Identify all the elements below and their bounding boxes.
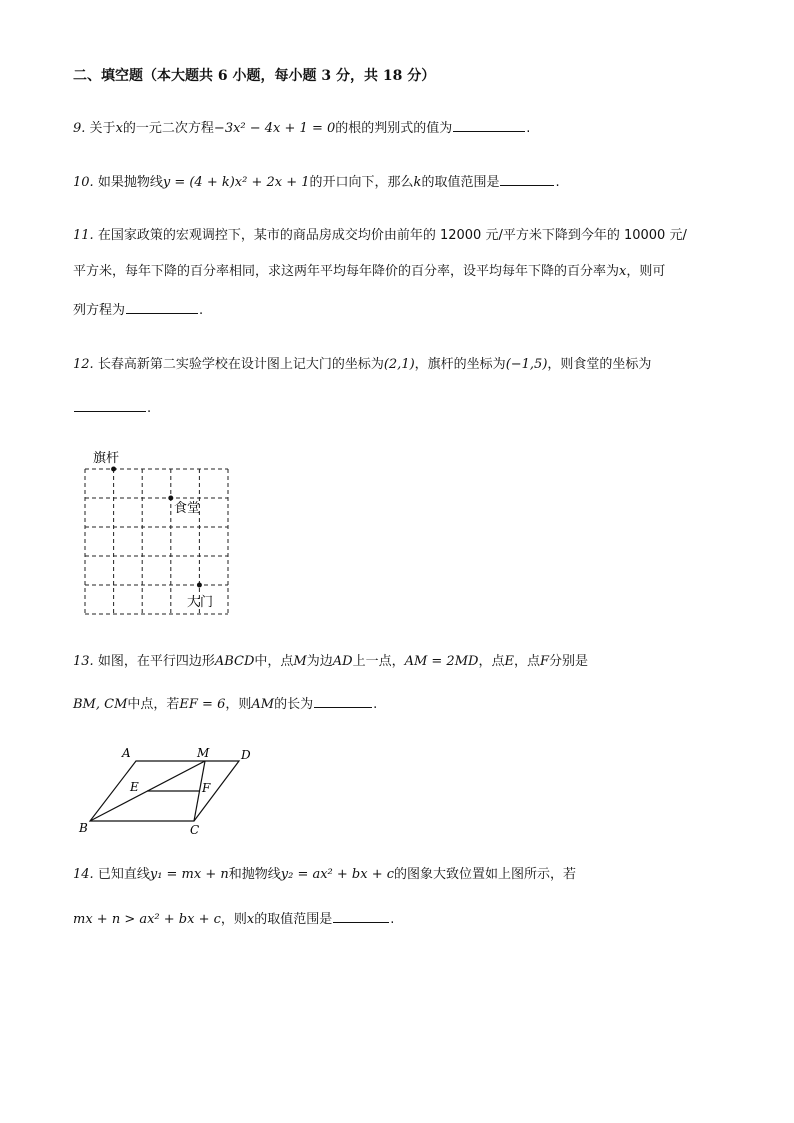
question-number: 10. — [73, 175, 94, 190]
math-equation: −3x² − 4x + 1 = 0 — [213, 121, 336, 136]
question-number: 12. — [73, 357, 94, 372]
gate-label: 大门 — [187, 595, 214, 610]
math-var: x — [115, 121, 123, 136]
flag-label: 旗杆 — [93, 451, 120, 466]
label-e: E — [130, 780, 139, 794]
question-13-line-2: BM, CM中点，若EF = 6，则AM的长为 . — [73, 693, 377, 715]
question-11-line-3: 列方程为 . — [73, 299, 203, 321]
answer-blank[interactable] — [333, 908, 389, 923]
question-13-line-1: 13. 如图，在平行四边形ABCD中，点M为边AD上一点，AM = 2MD，点E，点F分别是 — [73, 654, 589, 669]
math-var: x — [619, 264, 627, 279]
section-title: 二、填空题（本大题共 6 小题，每小题 3 分，共 18 分） — [73, 68, 436, 84]
question-number: 9. — [73, 121, 86, 136]
label-f: F — [202, 781, 211, 795]
label-b: B — [79, 821, 88, 835]
question-10: 10. 如果抛物线y = (4 + k)x² + 2x + 1的开口向下，那么k的取值范围是 . — [73, 171, 560, 193]
math-parabola-equation: y₂ = ax² + bx + c — [280, 867, 395, 882]
label-m: M — [197, 746, 210, 760]
question-9: 9. 关于x的一元二次方程−3x² − 4x + 1 = 0的根的判别式的值为 . — [73, 117, 530, 139]
question-14-line-2: mx + n > ax² + bx + c，则x的取值范围是 . — [73, 908, 394, 930]
label-a: A — [122, 746, 131, 760]
question-14-line-1: 14. 已知直线y₁ = mx + n和抛物线y₂ = ax² + bx + c的图象大致位置如上图所示，若 — [73, 867, 577, 882]
question-11-line-2: 平方米，每年下降的百分率相同，求这两年平均每年降价的百分率，设平均每年下降的百分率为x，则可 — [73, 264, 666, 279]
label-c: C — [190, 823, 200, 837]
math-line-equation: y₁ = mx + n — [149, 867, 229, 882]
question-12-answer-line: . — [73, 397, 151, 419]
coordinate-flag: (−1,5) — [505, 357, 548, 372]
question-12: 12. 长春高新第二实验学校在设计图上记大门的坐标为(2,1)，旗杆的坐标为(−1,5)，则食堂的坐标为 — [73, 357, 652, 372]
question-number: 11. — [73, 228, 94, 243]
math-inequality: mx + n > ax² + bx + c — [73, 912, 221, 927]
question-number: 14. — [73, 867, 94, 882]
math-equation: y = (4 + k)x² + 2x + 1 — [162, 175, 310, 190]
label-d: D — [241, 748, 251, 762]
canteen-label: 食堂 — [174, 501, 201, 516]
math-var: k — [413, 175, 422, 190]
question-number: 13. — [73, 654, 94, 669]
coordinate-gate: (2,1) — [383, 357, 415, 372]
question-11-line-1: 11. 在国家政策的宏观调控下，某市的商品房成交均价由前年的 12000 元/平方米下降到今年的 10000 元/ — [73, 228, 687, 243]
